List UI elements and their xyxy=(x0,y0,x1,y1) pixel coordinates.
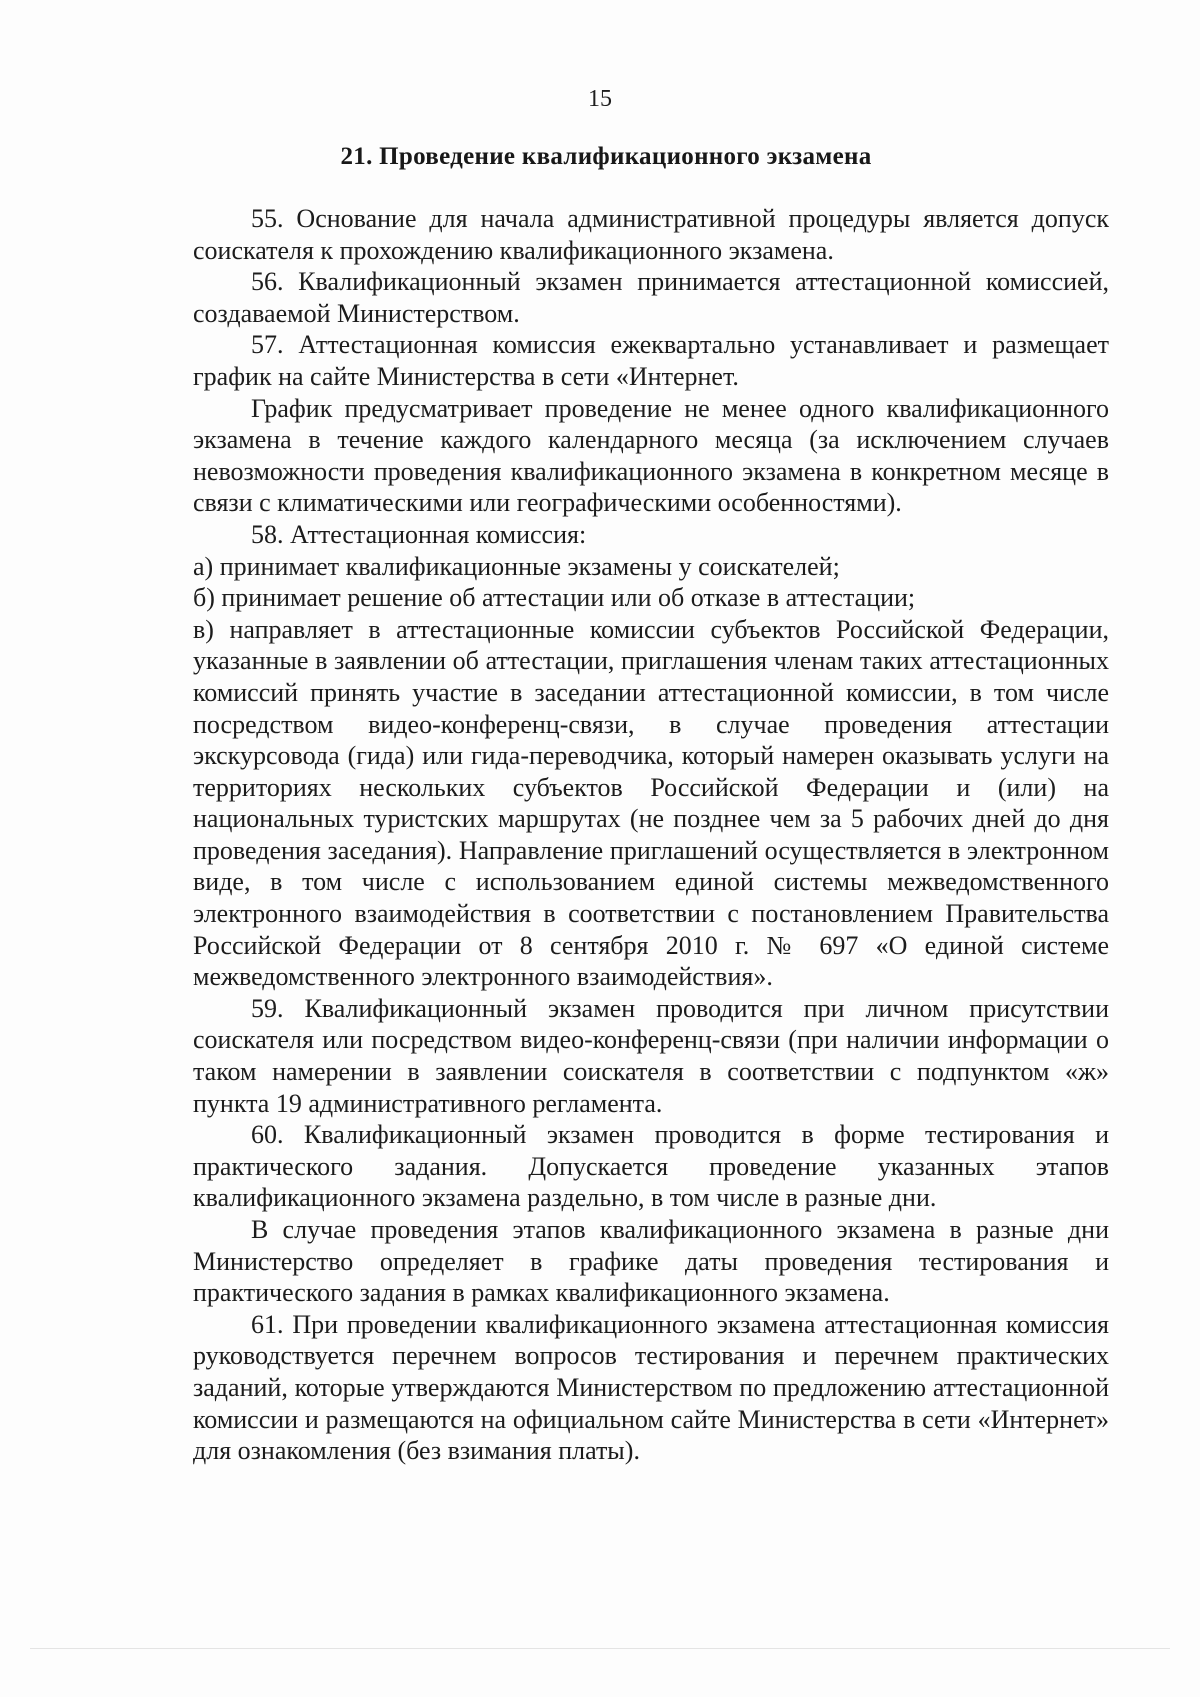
paragraph-60-stages: В случае проведения этапов квалификационного экзамена в разные дни Министерство определяет в графике даты проведения тестирования и практического задания в рамках квалификационного экзамена. xyxy=(193,1215,1109,1308)
list-item-v: в) направляет в аттестационные комиссии субъектов Российской Федерации, указанные в заявлении об аттестации, приглашения членам таких аттестационных комиссий принять участие в заседании аттестационной комиссии, в том числе посредством видео-конференц-связи, в случае проведения аттестации экскурсовода (гида) или гида-переводчика, который намерен оказывать услуги на территориях нескольких субъектов Российской Федерации и (или) на национальных туристских маршрутах (не позднее чем за 5 рабочих дней до дня проведения заседания). Направление приглашений осуществляется в электронном виде, в том числе с использованием единой системы межведомственного электронного взаимодействия в соответствии с постановлением Правительства Российской Федерации от 8 сентября 2010 г. № 697 «О единой системе межведомственного электронного взаимодействия». xyxy=(193,614,1109,992)
page-number: 15 xyxy=(588,86,612,112)
scan-edge-line xyxy=(30,1648,1170,1649)
paragraph-59: 59. Квалификационный экзамен проводится при личном присутствии соискателя или посредством видео-конференц-связи (при наличии информации о таком намерении в заявлении соискателя в соответствии с подпунктом «ж» пункта 19 административного регламента. xyxy=(193,993,1109,1118)
list-item-b: б) принимает решение об аттестации или об отказе в аттестации; xyxy=(193,583,916,613)
paragraph-56: 56. Квалификационный экзамен принимается аттестационной комиссией, создаваемой Министерством. xyxy=(193,267,1109,328)
document-body xyxy=(193,203,1109,1467)
paragraph-58: 58. Аттестационная комиссия: xyxy=(251,519,587,549)
paragraph-57-schedule: График предусматривает проведение не менее одного квалификационного экзамена в течение каждого календарного месяца (за исключением случаев невозможности проведения квалификационного экзамена в конкретном месяце в связи с климатическими или географическими особенностями). xyxy=(193,393,1109,518)
paragraph-57: 57. Аттестационная комиссия ежеквартально устанавливает и размещает график на сайте Министерства в сети «Интернет. xyxy=(193,330,1109,391)
paragraph-60: 60. Квалификационный экзамен проводится в форме тестирования и практического задания. Допускается проведение указанных этапов квалификационного экзамена раздельно, в том числе в разные дни. xyxy=(193,1120,1109,1213)
paragraph-61: 61. При проведении квалификационного экзамена аттестационная комиссия руководствуется перечнем вопросов тестирования и перечнем практических заданий, которые утверждаются Министерством по предложению аттестационной комиссии и размещаются на официальном сайте Министерства в сети «Интернет» для ознакомления (без взимания платы). xyxy=(193,1309,1109,1466)
section-title: 21. Проведение квалификационного экзамена xyxy=(340,143,872,170)
list-item-a: а) принимает квалификационные экзамены у соискателей; xyxy=(193,551,840,581)
paragraph-55: 55. Основание для начала административной процедуры является допуск соискателя к прохождению квалификационного экзамена. xyxy=(193,204,1109,265)
